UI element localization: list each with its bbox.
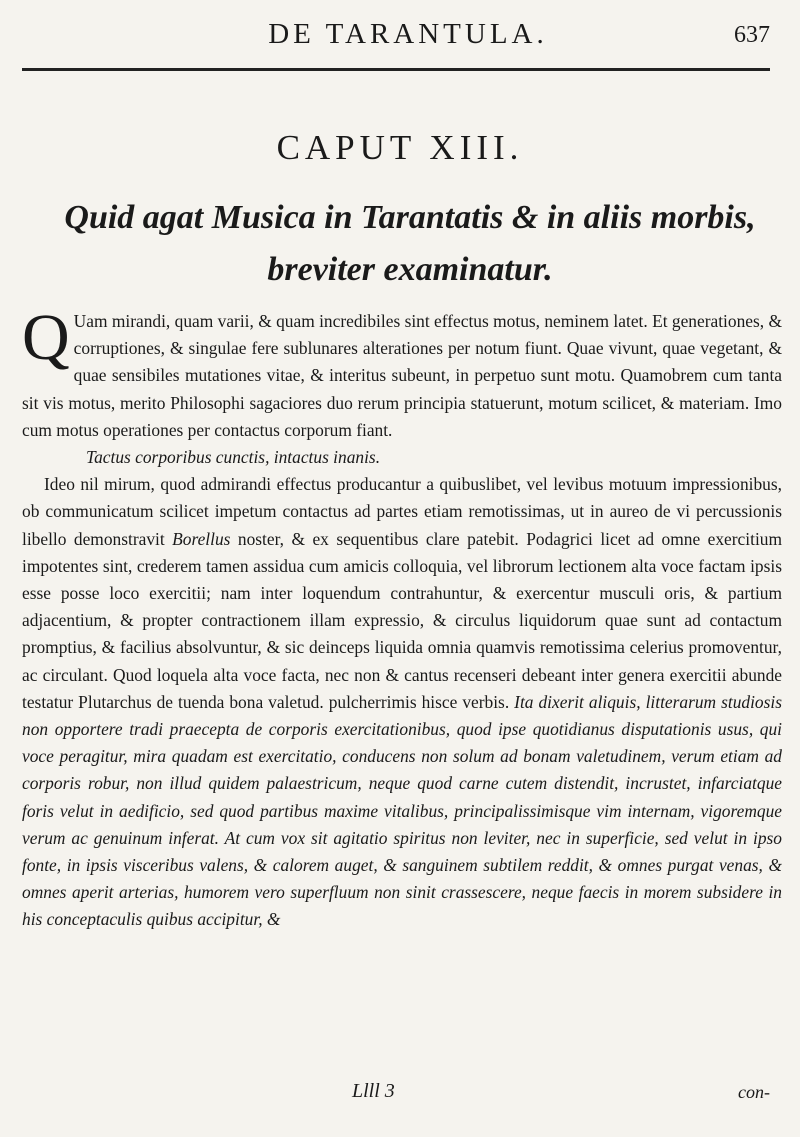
catchword: con- <box>738 1082 770 1102</box>
paragraph-1-text: Uam mirandi, quam varii, & quam incredibiles sint effectus motus, neminem latet. Et generationes, & corruptiones, & singulae fere sublunares alterationes per notum fiunt. Quae vivunt, quae vegetant, & quae sensibiles mutationes vitae, & interitus subeunt, in perpetuo sunt motu. Quamobrem cum tanta sit vis motus, merito Philosophi sagaciores duo rerum principia statuerunt, motum scilicet, & materiam. Imo cum motus operationes per contactus corporum fiant. <box>22 311 782 440</box>
page-number: 637 <box>734 22 770 48</box>
drop-cap: Q <box>22 301 70 374</box>
signature-mark: Llll 3 <box>352 1080 395 1102</box>
running-head <box>0 18 800 58</box>
page-footer <box>0 1080 800 1110</box>
paragraph-2 <box>22 471 782 933</box>
paragraph-2-text-a: Ideo nil mirum, quod admirandi effectus producantur a quibuslibet, vel levibus motuum impressionibus, ob communicatum scilicet impetum contactus ad partes etiam remotissimas, ut in aureo de vi percussionis libello demonstravit <box>22 474 782 549</box>
chapter-title: Quid agat Musica in Tarantatis & in aliis morbis, breviter examinatur. <box>64 199 756 288</box>
plutarch-quotation: Ita dixerit aliquis, litterarum studiosis non opportere tradi praecepta de corporis exercitationibus, quod ipse quotidianus disputationis usus, qui voce peragitur, mira quadam est exercitatio, conducens non solum ad bonam valetudinem, verum etiam ad corporis robur, non illud quidem palaestricum, neque quod carne cutem distendit, incrustet, infarciatque foris velut in aedificio, sed quod partibus maxime vitalibus, principalissimisque vim internam, vigoremque verum ac genuinum inferat. At cum vox sit agitatio spiritus non leviter, nec in superficie, sed velut in ipso fonte, in ipsis visceribus valens, & calorem auget, & sanguinem subtilem reddit, & omnes purgat venas, & omnes aperit arterias, humorem vero superfluum non sinit crassescere, neque faecis in morem subsidere in his conceptaculis quibus accipitur, & <box>22 691 782 930</box>
running-title: DE TARANTULA. <box>268 18 548 50</box>
chapter-heading: CAPUT XIII. <box>276 128 524 167</box>
paragraph-2-text-c: noster, & ex sequentibus clare patebit. Podagrici licet ad omne exercitium impotentes sint, crederem tamen assidua cum amicis colloquia, vel librorum lectionem alta voce factam ipsis esse posse loco exercitii; nam inter loquendum contrahuntur, & exercentur musculi oris, & partium adjacentium, & propter contractionem illam expressio, & circulus liquidorum quae sunt ad contactum promptius, & facilius absolvuntur, & sic deinceps liquida omnia quamvis remotissima celerius promoventur, ac circulant. Quod loquela alta voce facta, nec non & cantus recenseri debeant inter genera exercitii abunde testatur Plutarchus de tuenda bona valetud. pulcherrimis hisce verbis. <box>22 528 782 712</box>
body-text <box>22 301 782 934</box>
author-name: Borellus <box>172 528 231 549</box>
header-rule <box>22 68 770 71</box>
verse-line: Tactus corporibus cunctis, intactus inanis. <box>86 447 381 468</box>
paragraph-1 <box>22 301 782 444</box>
